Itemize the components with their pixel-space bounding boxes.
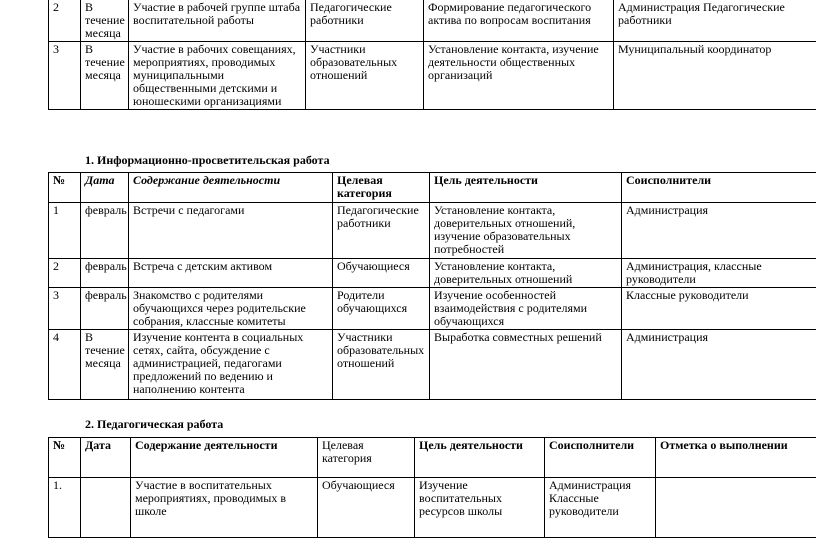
row-goal: Выработка совместных решений <box>430 330 622 400</box>
row-goal: Формирование педагогического актива по вопросам воспитания <box>424 0 614 42</box>
table-row <box>49 478 816 538</box>
row-partners: Муниципальный координатор <box>614 42 816 110</box>
row-date: В течение месяца <box>81 330 129 400</box>
header-date: Дата <box>81 173 129 203</box>
row-category: Обучающиеся <box>318 478 415 538</box>
header-content: Содержание деятельности <box>129 173 333 203</box>
header-category: Целевая категория <box>333 173 430 203</box>
row-num: 2 <box>49 259 81 288</box>
row-content: Встречи с педагогами <box>129 203 333 259</box>
row-category: Педагогические работники <box>306 0 424 42</box>
table-header-row <box>49 438 816 478</box>
row-partners: Классные руководители <box>622 288 816 330</box>
row-mark <box>656 478 816 538</box>
row-num: 1. <box>49 478 81 538</box>
row-num: 3 <box>49 42 81 110</box>
row-content: Изучение контента в социальных сетях, сайта, обсуждение с администрацией, педагогами предложений по ведению и наполнению контента <box>129 330 333 400</box>
row-content: Участие в рабочей группе штаба воспитательной работы <box>129 0 306 42</box>
row-goal: Изучение воспитательных ресурсов школы <box>415 478 545 538</box>
section1-table <box>48 172 816 400</box>
section1-title: 1. Информационно-просветительская работа <box>85 153 330 168</box>
header-partners: Соисполнители <box>545 438 656 478</box>
row-partners: Администрация, классные руководители <box>622 259 816 288</box>
row-category: Педагогические работники <box>333 203 430 259</box>
row-category: Участники образовательных отношений <box>306 42 424 110</box>
row-partners: Администрация <box>622 203 816 259</box>
header-num: № <box>49 173 81 203</box>
header-partners: Соисполнители <box>622 173 816 203</box>
table-row <box>49 288 816 330</box>
table-row <box>49 330 816 400</box>
table-header-row <box>49 173 816 203</box>
row-num: 4 <box>49 330 81 400</box>
row-num: 3 <box>49 288 81 330</box>
row-date: февраль <box>81 288 129 330</box>
header-num: № <box>49 438 81 478</box>
row-goal: Установление контакта, доверительных отношений <box>430 259 622 288</box>
row-date: В течение месяца <box>81 42 129 110</box>
row-date: В течение месяца <box>81 0 129 42</box>
row-date: февраль <box>81 203 129 259</box>
row-partners: Администрация Классные руководители <box>545 478 656 538</box>
header-goal: Цель деятельности <box>415 438 545 478</box>
row-content: Участие в рабочих совещаниях, мероприятиях, проводимых муниципальными общественными детскими и юношескими организациями <box>129 42 306 110</box>
row-num: 1 <box>49 203 81 259</box>
row-num: 2 <box>49 0 81 42</box>
row-category: Участники образовательных отношений <box>333 330 430 400</box>
row-content: Знакомство с родителями обучающихся через родительские собрания, классные комитеты <box>129 288 333 330</box>
row-category: Родители обучающихся <box>333 288 430 330</box>
section2-title: 2. Педагогическая работа <box>85 417 223 432</box>
header-date: Дата <box>81 438 131 478</box>
row-category: Обучающиеся <box>333 259 430 288</box>
row-content: Встреча с детским активом <box>129 259 333 288</box>
row-date: февраль <box>81 259 129 288</box>
row-goal: Установление контакта, доверительных отношений, изучение образовательных потребностей <box>430 203 622 259</box>
header-content: Содержание деятельности <box>131 438 318 478</box>
header-goal: Цель деятельности <box>430 173 622 203</box>
row-date <box>81 478 131 538</box>
row-goal: Изучение особенностей взаимодействия с родителями обучающихся <box>430 288 622 330</box>
table-row <box>49 203 816 259</box>
top-table <box>48 0 816 110</box>
header-mark: Отметка о выполнении <box>656 438 816 478</box>
row-content: Участие в воспитательных мероприятиях, проводимых в школе <box>131 478 318 538</box>
row-partners: Администрация Педагогические работники <box>614 0 816 42</box>
table-row <box>49 42 816 110</box>
table-row <box>49 259 816 288</box>
header-category: Целевая категория <box>318 438 415 478</box>
section2-table <box>48 437 816 538</box>
row-goal: Установление контакта, изучение деятельности общественных организаций <box>424 42 614 110</box>
table-row <box>49 0 816 42</box>
row-partners: Администрация <box>622 330 816 400</box>
